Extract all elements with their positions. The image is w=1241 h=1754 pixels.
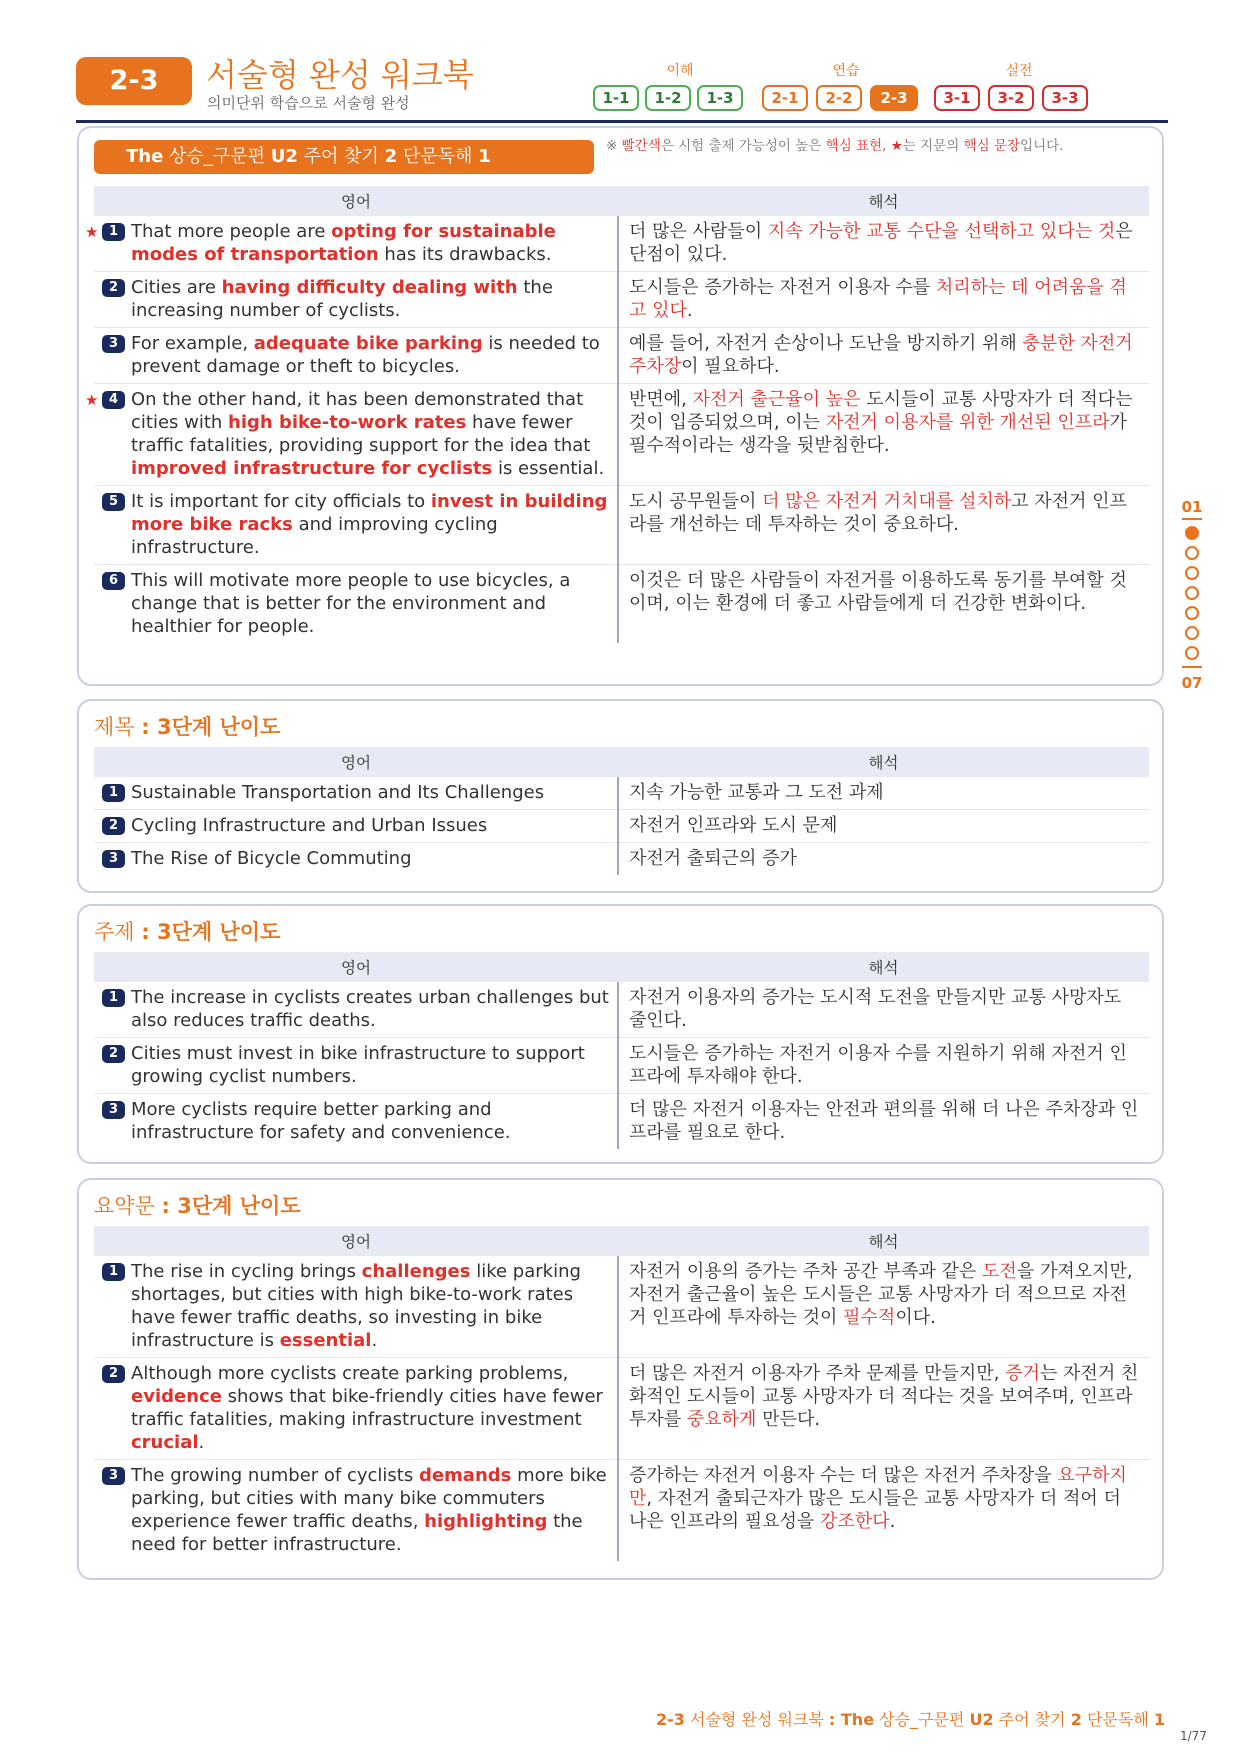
legend-note: ※ 빨간색은 시험 출제 가능성이 높은 핵심 표현, ★는 지문의 핵심 문장입니다. (606, 138, 1064, 154)
page-indicator-dot[interactable] (1185, 586, 1199, 600)
theme-table (94, 952, 1149, 1149)
table-row: 3 The growing number of cyclists demands more bike parking, but cities with many bike commuters experience fewer traffic deaths, highlighting the need for better infrastructure. 증가하는 자전거 이용자 수는 더 많은 자전거 주차장을 요구하지만, 자전거 출퇴근자가 많은 도시들은 교통 사망자가 더 적어 더 나은 인프라의 필요성을 강조한다. (94, 1460, 1149, 1562)
col-header-korean: 해석 (618, 747, 1149, 777)
table-row: 2 Cities are having difficulty dealing with the increasing number of cyclists. 도시들은 증가하는 자전거 이용자 수를 처리하는 데 어려움을 겪고 있다. (94, 272, 1149, 328)
row-number: 3 (102, 1101, 125, 1119)
row-number: 2 (102, 1365, 125, 1383)
table-row: 2 Although more cyclists create parking problems, evidence shows that bike-friendly cities have fewer traffic fatalities, making infrastructure investment crucial. 더 많은 자전거 이용자가 주차 문제를 만들지만, 증거는 자전거 친화적인 도시들이 교통 사망자가 더 적다는 것을 보여주며, 인프라 투자를 중요하게 만든다. (94, 1358, 1149, 1460)
key-sentence-star-icon: ★ (85, 391, 99, 409)
section-pill: The 상승_구문편 U2 주어 찾기 2 단문독해 1 (94, 140, 594, 174)
nav-item-1-3[interactable]: 1-3 (697, 85, 743, 111)
nav-item-1-2[interactable]: 1-2 (645, 85, 691, 111)
side-index-divider (1182, 518, 1202, 520)
page-title: 서술형 완성 워크북 (206, 56, 474, 94)
nav-item-3-2[interactable]: 3-2 (988, 85, 1034, 111)
row-number: 1 (102, 1263, 125, 1281)
row-number: 1 (102, 989, 125, 1007)
title-table (94, 747, 1149, 875)
table-row: 6 This will motivate more people to use bicycles, a change that is better for the environment and healthier for people. 이것은 더 많은 사람들이 자전거를 이용하도록 동기를 부여할 것이며, 이는 환경에 더 좋고 사람들에게 더 건강한 변화이다. (94, 565, 1149, 644)
side-index-start: 01 (1181, 498, 1203, 516)
section-heading-title: 제목 : 3단계 난이도 (94, 715, 281, 739)
table-row: ★ 4 On the other hand, it has been demonstrated that cities with high bike-to-work rates have fewer traffic fatalities, providing support for the idea that improved infrastructure for cyclists is essential. 반면에, 자전거 출근율이 높은 도시들이 교통 사망자가 더 적다는 것이 입증되었으며, 이는 자전거 이용자를 위한 개선된 인프라가 필수적이라는 생각을 뒷받침한다. (94, 384, 1149, 486)
table-row: 3 For example, adequate bike parking is needed to prevent damage or theft to bicycles. 예를 들어, 자전거 손상이나 도난을 방지하기 위해 충분한 자전거 주차장이 필요하다. (94, 328, 1149, 384)
section-heading-theme: 주제 : 3단계 난이도 (94, 920, 281, 944)
theme-panel (77, 904, 1164, 1164)
table-row: 1 The rise in cycling brings challenges like parking shortages, but cities with high bike-to-work rates have fewer traffic deaths, so investing in bike infrastructure is essential. 자전거 이용의 증가는 주차 공간 부족과 같은 도전을 가져오지만, 자전거 출근율이 높은 도시들은 교통 사망자가 더 적으므로 자전거 인프라에 투자하는 것이 필수적이다. (94, 1256, 1149, 1358)
summary-table (94, 1226, 1149, 1561)
table-row: 2 Cycling Infrastructure and Urban Issues 자전거 인프라와 도시 문제 (94, 810, 1149, 843)
row-number: 5 (102, 493, 125, 511)
nav-item-1-1[interactable]: 1-1 (593, 85, 639, 111)
table-row: 1 Sustainable Transportation and Its Challenges 지속 가능한 교통과 그 도전 과제 (94, 777, 1149, 810)
row-number: 1 (102, 784, 125, 802)
nav-item-2-1[interactable]: 2-1 (762, 85, 808, 111)
nav-label-understand: 이해 (666, 63, 694, 79)
nav-label-real: 실전 (1005, 63, 1033, 79)
table-row: 3 More cyclists require better parking and infrastructure for safety and convenience. 더 많은 자전거 이용자는 안전과 편의를 위해 더 나은 주차장과 인프라를 필요로 한다. (94, 1094, 1149, 1150)
col-header-english: 영어 (94, 1226, 618, 1256)
nav-item-2-3[interactable]: 2-3 (870, 85, 918, 111)
row-number: 3 (102, 335, 125, 353)
row-number: 1 (102, 223, 125, 241)
table-row: 1 The increase in cyclists creates urban challenges but also reduces traffic deaths. 자전거 이용자의 증가는 도시적 도전을 만들지만 교통 사망자도 줄인다. (94, 982, 1149, 1038)
row-number: 4 (102, 391, 125, 409)
page-indicator-dot[interactable] (1185, 526, 1199, 540)
col-header-korean: 해석 (618, 952, 1149, 982)
nav-item-3-3[interactable]: 3-3 (1042, 85, 1088, 111)
header-divider (76, 120, 1168, 123)
nav-label-practice: 연습 (832, 63, 860, 79)
title-panel (77, 699, 1164, 893)
side-index-end: 07 (1181, 674, 1203, 692)
passage-table (85, 186, 1149, 643)
row-number: 3 (102, 850, 125, 868)
col-header-korean: 해석 (618, 1226, 1149, 1256)
page-indicator-dot[interactable] (1185, 566, 1199, 580)
page-number: 1/77 (1180, 1729, 1207, 1743)
lesson-badge: 2-3 (76, 57, 192, 105)
row-number: 2 (102, 279, 125, 297)
page-indicator-dot[interactable] (1185, 646, 1199, 660)
side-index-divider (1182, 666, 1202, 668)
page-footer: 2-3 서술형 완성 워크북 : The 상승_구문편 U2 주어 찾기 2 단문독해 1 (656, 1710, 1165, 1729)
page-header (76, 54, 1168, 124)
page-subtitle: 의미단위 학습으로 서술형 완성 (207, 94, 410, 112)
row-number: 2 (102, 817, 125, 835)
nav-item-3-1[interactable]: 3-1 (934, 85, 980, 111)
row-number: 2 (102, 1045, 125, 1063)
table-row: 5 It is important for city officials to invest in building more bike racks and improving cycling infrastructure. 도시 공무원들이 더 많은 자전거 거치대를 설치하고 자전거 인프라를 개선하는 데 투자하는 것이 중요하다. (94, 486, 1149, 565)
table-row: ★ 1 That more people are opting for sustainable modes of transportation has its drawbacks. 더 많은 사람들이 지속 가능한 교통 수단을 선택하고 있다는 것은 단점이 있다. (94, 216, 1149, 272)
col-header-english: 영어 (94, 952, 618, 982)
side-index-dots (1179, 526, 1205, 660)
passage-panel (77, 126, 1164, 686)
col-header-english: 영어 (94, 747, 618, 777)
page-indicator-dot[interactable] (1185, 626, 1199, 640)
page-indicator-dot[interactable] (1185, 546, 1199, 560)
nav-item-2-2[interactable]: 2-2 (816, 85, 862, 111)
col-header-korean: 해석 (618, 186, 1149, 216)
table-row: 2 Cities must invest in bike infrastructure to support growing cyclist numbers. 도시들은 증가하는 자전거 이용자 수를 지원하기 위해 자전거 인프라에 투자해야 한다. (94, 1038, 1149, 1094)
summary-panel (77, 1178, 1164, 1580)
row-number: 3 (102, 1467, 125, 1485)
page-indicator-dot[interactable] (1185, 606, 1199, 620)
table-row: 3 The Rise of Bicycle Commuting 자전거 출퇴근의 증가 (94, 843, 1149, 876)
section-heading-summary: 요약문 : 3단계 난이도 (94, 1194, 301, 1218)
row-number: 6 (102, 572, 125, 590)
col-header-english: 영어 (94, 186, 618, 216)
side-index (1179, 498, 1205, 692)
key-sentence-star-icon: ★ (85, 223, 99, 241)
